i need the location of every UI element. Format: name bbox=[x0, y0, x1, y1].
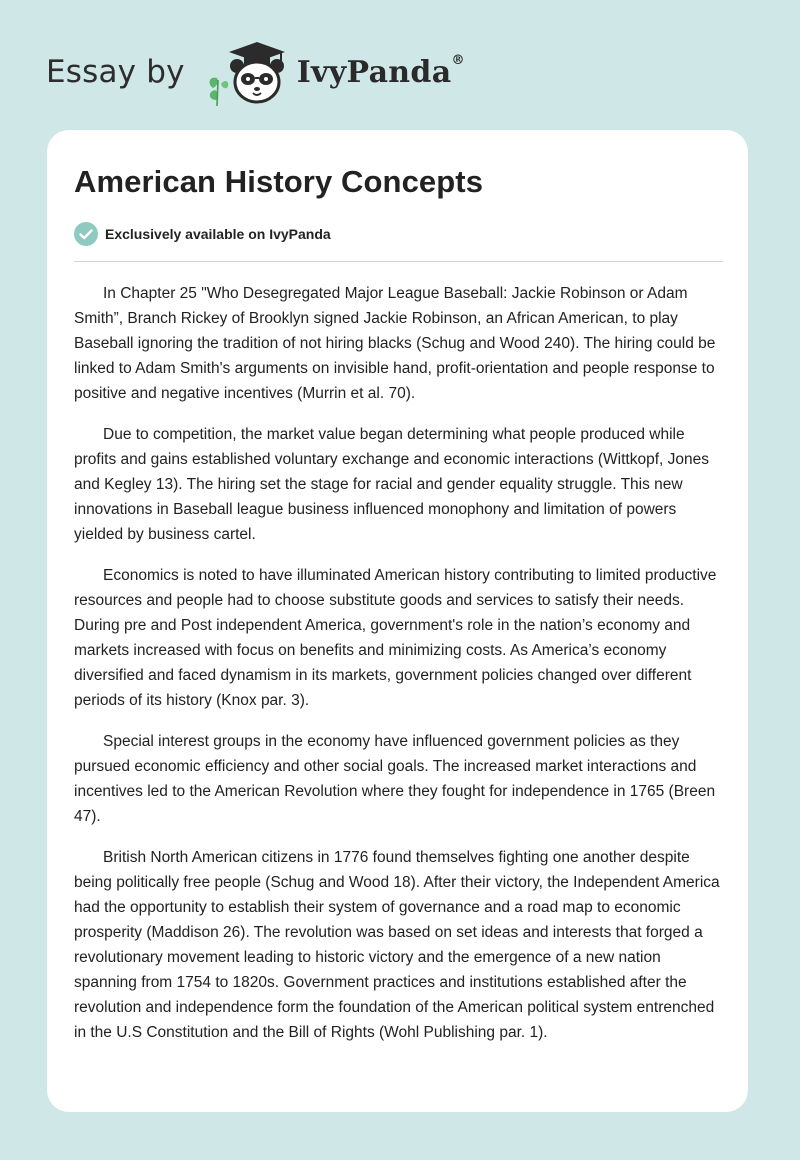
paragraph: In Chapter 25 "Who Desegregated Major League Baseball: Jackie Robinson or Adam Smith”, Branch Rickey of Brooklyn signed Jackie Robinson, an African American, to play Baseball ignoring the tradition of not hiring blacks (Schug and Wood 240). The hiring could be linked to Adam Smith's arguments on invisible hand, profit-orientation and people response to positive and negative incentives (Murrin et al. 70). bbox=[74, 285, 716, 402]
paragraph: Economics is noted to have illuminated American history contributing to limited productive resources and people had to choose substitute goods and services to satisfy their needs. During pre and Post independent America, government's role in the nation’s economy and markets increased with focus on benefits and minimizing costs. As America’s economy diversified and faced dynamism in its markets, government policies changed over different periods of its history (Knox par. 3). bbox=[74, 567, 717, 709]
paragraph: British North American citizens in 1776 found themselves fighting one another despite being politically free people (Schug and Wood 18). After their victory, the Independent America had the opportunity to establish their system of governance and a road map to economic prosperity (Maddison 26). The revolution was based on set ideas and interests that forged a revolutionary movement leading to historic victory and the emergence of a new nation spanning from 1754 to 1820s. Government practices and institutions established after the revolution and independence form the foundation of the American political system entrenched in the U.S Constitution and the Bill of Rights (Wohl Publishing par. 1). bbox=[74, 849, 720, 1041]
essay-body bbox=[74, 281, 726, 1061]
page-title: American History Concepts bbox=[74, 164, 484, 199]
paragraph: Special interest groups in the economy have influenced government policies as they pursued economic efficiency and other social goals. The increased market interactions and incentives led to the American Revolution where they fought for independence in 1765 (Breen 47). bbox=[74, 733, 716, 825]
essay-card bbox=[47, 130, 748, 1112]
registered-mark: ® bbox=[451, 52, 465, 68]
divider bbox=[74, 261, 723, 262]
ivy-leaf-icon bbox=[209, 78, 228, 106]
paragraph: Due to competition, the market value began determining what people produced while profits and gains established voluntary exchange and economic interactions (Wittkopf, Jones and Kegley 13). The hiring set the stage for racial and gender equality struggle. This new innovations in Baseball league business influenced monophony and limitation of powers yielded by business cartel. bbox=[74, 426, 709, 543]
check-circle-icon bbox=[74, 222, 98, 246]
brand-label: IvyPanda bbox=[296, 54, 452, 90]
brand-name bbox=[296, 52, 465, 90]
essay-by-label: Essay by bbox=[46, 54, 185, 90]
panda-graduate-icon bbox=[199, 36, 291, 108]
exclusive-label: Exclusively available on IvyPanda bbox=[105, 226, 331, 242]
exclusive-badge bbox=[74, 222, 331, 246]
site-header bbox=[46, 36, 526, 108]
